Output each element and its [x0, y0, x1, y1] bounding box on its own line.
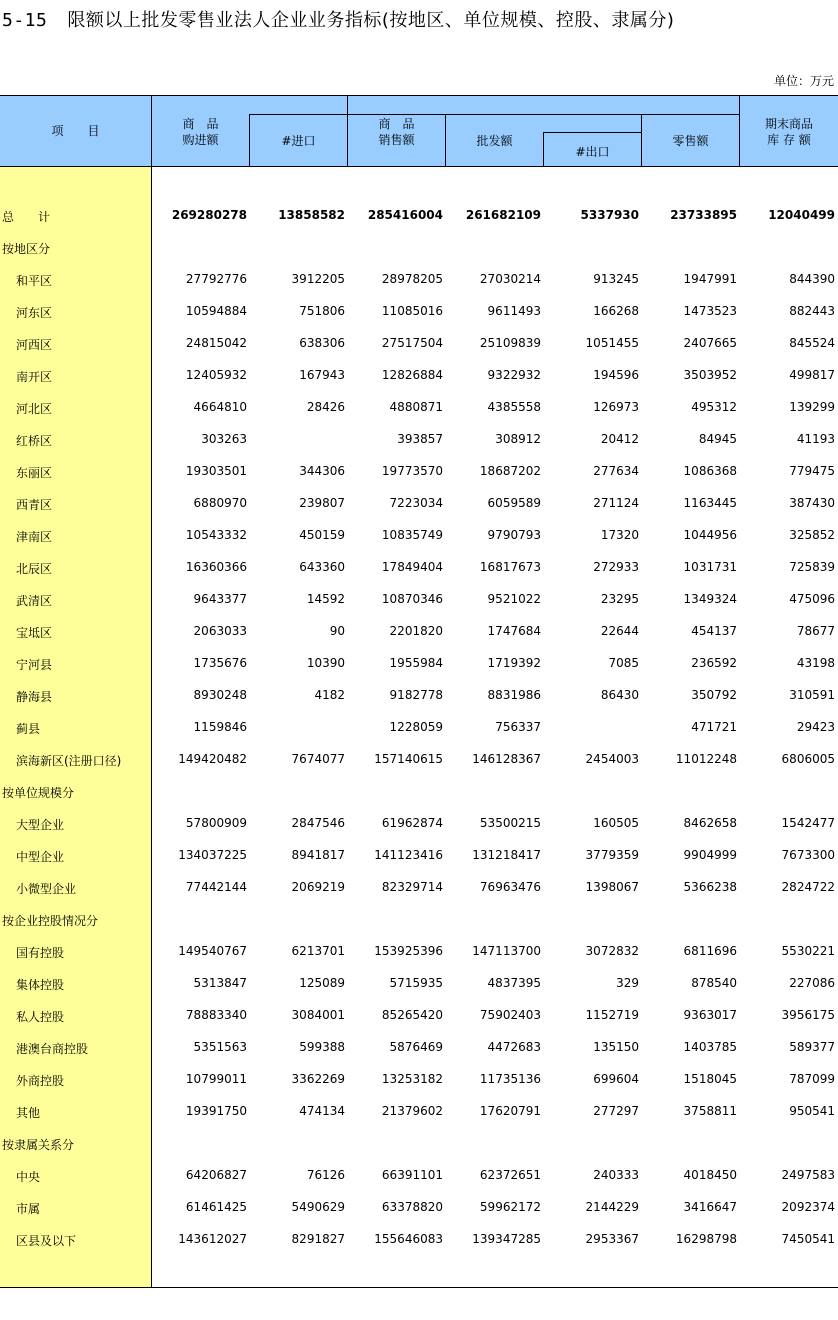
table-cell: 4880871 — [389, 400, 443, 414]
row-label: 国有控股 — [16, 946, 65, 960]
table-cell: 25109839 — [479, 336, 541, 350]
table-cell: 6811696 — [683, 944, 737, 958]
table-cell: 3779359 — [585, 848, 639, 862]
table-cell: 9904999 — [683, 848, 737, 862]
table-cell: 845524 — [789, 336, 835, 350]
table-cell: 3503952 — [683, 368, 737, 382]
table-cell: 59962172 — [479, 1200, 541, 1214]
table-row — [0, 1191, 838, 1223]
table-cell: 9182778 — [389, 688, 443, 702]
row-label: 区县及以下 — [16, 1234, 77, 1248]
table-cell: 474134 — [299, 1104, 345, 1118]
table-cell: 19303501 — [185, 464, 247, 478]
table-cell: 471721 — [691, 720, 737, 734]
table-cell: 1159846 — [193, 720, 247, 734]
header-export: #出口 — [575, 145, 610, 159]
table-cell: 19391750 — [185, 1104, 247, 1118]
table-cell: 10594884 — [185, 304, 247, 318]
table-cell: 393857 — [397, 432, 443, 446]
table-cell: 272933 — [593, 560, 639, 574]
table-cell: 1044956 — [683, 528, 737, 542]
header-retail: 零售额 — [672, 134, 709, 148]
table-cell: 57800909 — [185, 816, 247, 830]
table-cell: 236592 — [691, 656, 737, 670]
table-cell: 149540767 — [178, 944, 247, 958]
row-label: 蓟县 — [16, 722, 41, 736]
table-cell: 23295 — [600, 592, 639, 606]
table-row — [0, 295, 838, 327]
table-cell: 75902403 — [479, 1008, 541, 1022]
table-cell: 779475 — [789, 464, 835, 478]
table-row — [0, 1031, 838, 1063]
table-cell: 2092374 — [781, 1200, 835, 1214]
table-cell: 17320 — [600, 528, 639, 542]
header-divider — [347, 114, 739, 115]
table-cell: 76963476 — [479, 880, 541, 894]
table-header — [0, 95, 838, 167]
table-cell: 141123416 — [374, 848, 443, 862]
table-cell: 27517504 — [381, 336, 443, 350]
table-cell: 643360 — [299, 560, 345, 574]
table-row — [0, 647, 838, 679]
table-cell: 131218417 — [472, 848, 541, 862]
table-cell: 725839 — [789, 560, 835, 574]
table-cell: 2847546 — [291, 816, 345, 830]
table-cell: 589377 — [789, 1040, 835, 1054]
table-cell: 1228059 — [389, 720, 443, 734]
table-cell: 599388 — [299, 1040, 345, 1054]
table-cell: 78677 — [796, 624, 835, 638]
table-cell: 77442144 — [185, 880, 247, 894]
table-cell: 166268 — [593, 304, 639, 318]
table-cell: 239807 — [299, 496, 345, 510]
row-label: 总 计 — [2, 210, 51, 224]
table-row — [0, 551, 838, 583]
table-cell: 475096 — [789, 592, 835, 606]
table-row — [0, 487, 838, 519]
table-cell: 8291827 — [291, 1232, 345, 1246]
table-row — [0, 743, 838, 775]
table-cell: 62372651 — [479, 1168, 541, 1182]
table-cell: 5313847 — [193, 976, 247, 990]
table-cell: 1518045 — [683, 1072, 737, 1086]
row-label: 和平区 — [16, 274, 53, 288]
table-cell: 63378820 — [381, 1200, 443, 1214]
table-cell: 11085016 — [381, 304, 443, 318]
row-label: 东丽区 — [16, 466, 53, 480]
table-cell: 14592 — [306, 592, 345, 606]
table-cell: 5876469 — [389, 1040, 443, 1054]
table-cell: 882443 — [789, 304, 835, 318]
table-row — [0, 839, 838, 871]
table-cell: 1152719 — [585, 1008, 639, 1022]
table-cell: 1473523 — [683, 304, 737, 318]
table-cell: 29423 — [796, 720, 835, 734]
row-label: 市属 — [16, 1202, 41, 1216]
header-inventory: 期末商品 库 存 额 — [764, 117, 813, 147]
table-cell: 1955984 — [389, 656, 443, 670]
table-cell: 7673300 — [781, 848, 835, 862]
table-cell: 84945 — [698, 432, 737, 446]
table-cell: 17620791 — [479, 1104, 541, 1118]
table-cell: 16817673 — [479, 560, 541, 574]
table-cell: 157140615 — [374, 752, 443, 766]
table-cell: 8930248 — [193, 688, 247, 702]
table-row — [0, 519, 838, 551]
table-cell: 277297 — [593, 1104, 639, 1118]
table-title: 限额以上批发零售业法人企业业务指标(按地区、单位规模、控股、隶属分) — [67, 10, 675, 31]
table-cell: 1086368 — [683, 464, 737, 478]
table-cell: 787099 — [789, 1072, 835, 1086]
table-row — [0, 967, 838, 999]
table-cell: 149420482 — [178, 752, 247, 766]
table-row — [0, 1095, 838, 1127]
table-cell: 20412 — [600, 432, 639, 446]
table-row — [0, 391, 838, 423]
row-label: 私人控股 — [16, 1010, 65, 1024]
table-cell: 24815042 — [185, 336, 247, 350]
table-cell: 8831986 — [487, 688, 541, 702]
table-cell: 3956175 — [781, 1008, 835, 1022]
table-cell: 16360366 — [185, 560, 247, 574]
table-cell: 756337 — [495, 720, 541, 734]
table-row — [0, 263, 838, 295]
table-cell: 194596 — [593, 368, 639, 382]
row-label: 宁河县 — [16, 658, 53, 672]
table-cell: 17849404 — [381, 560, 443, 574]
header-top-border — [0, 95, 838, 96]
header-import: #进口 — [281, 134, 316, 148]
table-cell: 139299 — [789, 400, 835, 414]
table-cell: 167943 — [299, 368, 345, 382]
table-cell: 9363017 — [683, 1008, 737, 1022]
table-cell: 261682109 — [465, 208, 541, 222]
table-cell: 146128367 — [472, 752, 541, 766]
table-row — [0, 711, 838, 743]
table-row — [0, 871, 838, 903]
table-cell: 9521022 — [487, 592, 541, 606]
table-cell: 78883340 — [185, 1008, 247, 1022]
table-cell: 76126 — [306, 1168, 345, 1182]
group-header-row — [0, 1127, 838, 1159]
table-cell: 5337930 — [580, 208, 639, 222]
table-cell: 126973 — [593, 400, 639, 414]
row-label: 按隶属关系分 — [2, 1138, 75, 1152]
table-cell: 134037225 — [178, 848, 247, 862]
table-row — [0, 679, 838, 711]
table-cell: 19773570 — [381, 464, 443, 478]
table-cell: 7450541 — [781, 1232, 835, 1246]
row-label: 宝坻区 — [16, 626, 53, 640]
table-cell: 8941817 — [291, 848, 345, 862]
table-cell: 387430 — [789, 496, 835, 510]
table-cell: 86430 — [600, 688, 639, 702]
table-cell: 12040499 — [768, 208, 835, 222]
table-cell: 85265420 — [381, 1008, 443, 1022]
table-cell: 1349324 — [683, 592, 737, 606]
table-cell: 143612027 — [178, 1232, 247, 1246]
table-cell: 1542477 — [781, 816, 835, 830]
table-cell: 2063033 — [193, 624, 247, 638]
table-row — [0, 423, 838, 455]
header-item: 项 目 — [51, 124, 100, 138]
table-cell: 125089 — [299, 976, 345, 990]
table-cell: 10390 — [306, 656, 345, 670]
table-cell: 2407665 — [683, 336, 737, 350]
table-cell: 1719392 — [487, 656, 541, 670]
row-label: 北辰区 — [16, 562, 53, 576]
table-row — [0, 999, 838, 1031]
header-sales: 商 品 销售额 — [378, 117, 415, 147]
table-cell: 28978205 — [381, 272, 443, 286]
row-label: 河东区 — [16, 306, 53, 320]
table-cell: 240333 — [593, 1168, 639, 1182]
row-label: 按单位规模分 — [2, 786, 75, 800]
table-cell: 271124 — [593, 496, 639, 510]
table-cell: 3416647 — [683, 1200, 737, 1214]
row-label: 河北区 — [16, 402, 53, 416]
table-cell: 13253182 — [381, 1072, 443, 1086]
table-cell: 2497583 — [781, 1168, 835, 1182]
table-cell: 844390 — [789, 272, 835, 286]
table-cell: 450159 — [299, 528, 345, 542]
table-cell: 12826884 — [381, 368, 443, 382]
table-row — [0, 1223, 838, 1255]
table-row — [0, 615, 838, 647]
table-cell: 7085 — [608, 656, 639, 670]
table-cell: 6806005 — [781, 752, 835, 766]
table-cell: 499817 — [789, 368, 835, 382]
row-label: 河西区 — [16, 338, 53, 352]
group-header-row — [0, 775, 838, 807]
row-label: 其他 — [16, 1106, 41, 1120]
row-label: 外商控股 — [16, 1074, 65, 1088]
row-label: 武清区 — [16, 594, 53, 608]
header-divider — [543, 132, 641, 133]
table-cell: 82329714 — [381, 880, 443, 894]
row-label: 集体控股 — [16, 978, 65, 992]
table-cell: 2144229 — [585, 1200, 639, 1214]
table-cell: 878540 — [691, 976, 737, 990]
group-header-row — [0, 903, 838, 935]
table-cell: 1051455 — [585, 336, 639, 350]
table-cell: 1735676 — [193, 656, 247, 670]
page-title — [2, 6, 674, 32]
table-cell: 61461425 — [185, 1200, 247, 1214]
table-cell: 277634 — [593, 464, 639, 478]
table-cell: 1947991 — [683, 272, 737, 286]
table-cell: 2824722 — [781, 880, 835, 894]
table-cell: 4018450 — [683, 1168, 737, 1182]
table-cell: 10799011 — [185, 1072, 247, 1086]
table-row — [0, 455, 838, 487]
table-cell: 10870346 — [381, 592, 443, 606]
table-cell: 28426 — [306, 400, 345, 414]
table-cell: 308912 — [495, 432, 541, 446]
row-label: 大型企业 — [16, 818, 65, 832]
table-cell: 699604 — [593, 1072, 639, 1086]
table-cell: 1398067 — [585, 880, 639, 894]
table-row — [0, 1159, 838, 1191]
table-cell: 9790793 — [487, 528, 541, 542]
table-cell: 4385558 — [487, 400, 541, 414]
table-cell: 913245 — [593, 272, 639, 286]
table-cell: 9643377 — [193, 592, 247, 606]
header-purchase: 商 品 购进额 — [182, 117, 219, 147]
table-cell: 6059589 — [487, 496, 541, 510]
table-cell: 10543332 — [185, 528, 247, 542]
table-cell: 53500215 — [479, 816, 541, 830]
table-row — [0, 807, 838, 839]
table-cell: 155646083 — [374, 1232, 443, 1246]
table-cell: 5366238 — [683, 880, 737, 894]
table-cell: 1403785 — [683, 1040, 737, 1054]
table-cell: 10835749 — [381, 528, 443, 542]
table-cell: 160505 — [593, 816, 639, 830]
table-cell: 950541 — [789, 1104, 835, 1118]
table-cell: 285416004 — [367, 208, 443, 222]
table-cell: 135150 — [593, 1040, 639, 1054]
table-cell: 147113700 — [472, 944, 541, 958]
row-label: 按地区分 — [2, 242, 51, 256]
header-wholesale: 批发额 — [476, 134, 513, 148]
row-label: 小微型企业 — [16, 882, 77, 896]
table-row — [0, 583, 838, 615]
table-row — [0, 359, 838, 391]
header-divider — [249, 114, 347, 115]
table-cell: 22644 — [600, 624, 639, 638]
total-row — [0, 199, 838, 231]
table-cell: 153925396 — [374, 944, 443, 958]
table-cell: 12405932 — [185, 368, 247, 382]
table-cell: 5351563 — [193, 1040, 247, 1054]
table-body — [0, 199, 838, 1255]
table-cell: 269280278 — [171, 208, 247, 222]
table-cell: 329 — [616, 976, 639, 990]
table-cell: 1747684 — [487, 624, 541, 638]
table-cell: 64206827 — [185, 1168, 247, 1182]
table-cell: 27030214 — [479, 272, 541, 286]
table-cell: 4472683 — [487, 1040, 541, 1054]
table-cell: 9322932 — [487, 368, 541, 382]
row-label: 中央 — [16, 1170, 41, 1184]
table-cell: 6213701 — [291, 944, 345, 958]
table-cell: 43198 — [796, 656, 835, 670]
row-label: 静海县 — [16, 690, 53, 704]
table-bottom-border — [0, 1287, 838, 1288]
table-cell: 1031731 — [683, 560, 737, 574]
row-label: 港澳台商控股 — [16, 1042, 89, 1056]
table-cell: 139347285 — [472, 1232, 541, 1246]
table-cell: 5715935 — [389, 976, 443, 990]
group-header-row — [0, 231, 838, 263]
table-cell: 3912205 — [291, 272, 345, 286]
table-cell: 90 — [329, 624, 345, 638]
table-cell: 21379602 — [381, 1104, 443, 1118]
table-cell: 751806 — [299, 304, 345, 318]
table-cell: 13858582 — [278, 208, 345, 222]
row-label: 西青区 — [16, 498, 53, 512]
row-label: 按企业控股情况分 — [2, 914, 99, 928]
table-cell: 41193 — [796, 432, 835, 446]
table-number: 5-15 — [2, 10, 48, 31]
table-cell: 227086 — [789, 976, 835, 990]
table-cell: 2069219 — [291, 880, 345, 894]
table-cell: 11012248 — [675, 752, 737, 766]
table-cell: 310591 — [789, 688, 835, 702]
table-cell: 1163445 — [683, 496, 737, 510]
row-label: 中型企业 — [16, 850, 65, 864]
table-cell: 2953367 — [585, 1232, 639, 1246]
table-cell: 6880970 — [193, 496, 247, 510]
table-cell: 8462658 — [683, 816, 737, 830]
table-cell: 2201820 — [389, 624, 443, 638]
table-cell: 61962874 — [381, 816, 443, 830]
table-cell: 325852 — [789, 528, 835, 542]
table-cell: 4182 — [314, 688, 345, 702]
table-cell: 3084001 — [291, 1008, 345, 1022]
table-row — [0, 1063, 838, 1095]
table-cell: 2454003 — [585, 752, 639, 766]
unit-label: 单位：万元 — [773, 74, 834, 88]
table-cell: 66391101 — [381, 1168, 443, 1182]
table-cell: 4664810 — [193, 400, 247, 414]
table-row — [0, 935, 838, 967]
row-label: 津南区 — [16, 530, 53, 544]
table-cell: 9611493 — [487, 304, 541, 318]
table-cell: 454137 — [691, 624, 737, 638]
table-row — [0, 327, 838, 359]
table-cell: 495312 — [691, 400, 737, 414]
row-label: 红桥区 — [16, 434, 53, 448]
table-cell: 303263 — [201, 432, 247, 446]
table-cell: 7674077 — [291, 752, 345, 766]
table-cell: 344306 — [299, 464, 345, 478]
table-cell: 5490629 — [291, 1200, 345, 1214]
table-cell: 350792 — [691, 688, 737, 702]
table-cell: 4837395 — [487, 976, 541, 990]
row-label: 滨海新区(注册口径) — [16, 754, 122, 768]
table-cell: 638306 — [299, 336, 345, 350]
table-cell: 3362269 — [291, 1072, 345, 1086]
table-cell: 5530221 — [781, 944, 835, 958]
table-cell: 16298798 — [675, 1232, 737, 1246]
table-cell: 3072832 — [585, 944, 639, 958]
table-cell: 23733895 — [670, 208, 737, 222]
table-cell: 18687202 — [479, 464, 541, 478]
table-cell: 27792776 — [185, 272, 247, 286]
table-cell: 3758811 — [683, 1104, 737, 1118]
table-cell: 7223034 — [389, 496, 443, 510]
row-label: 南开区 — [16, 370, 53, 384]
table-cell: 11735136 — [479, 1072, 541, 1086]
